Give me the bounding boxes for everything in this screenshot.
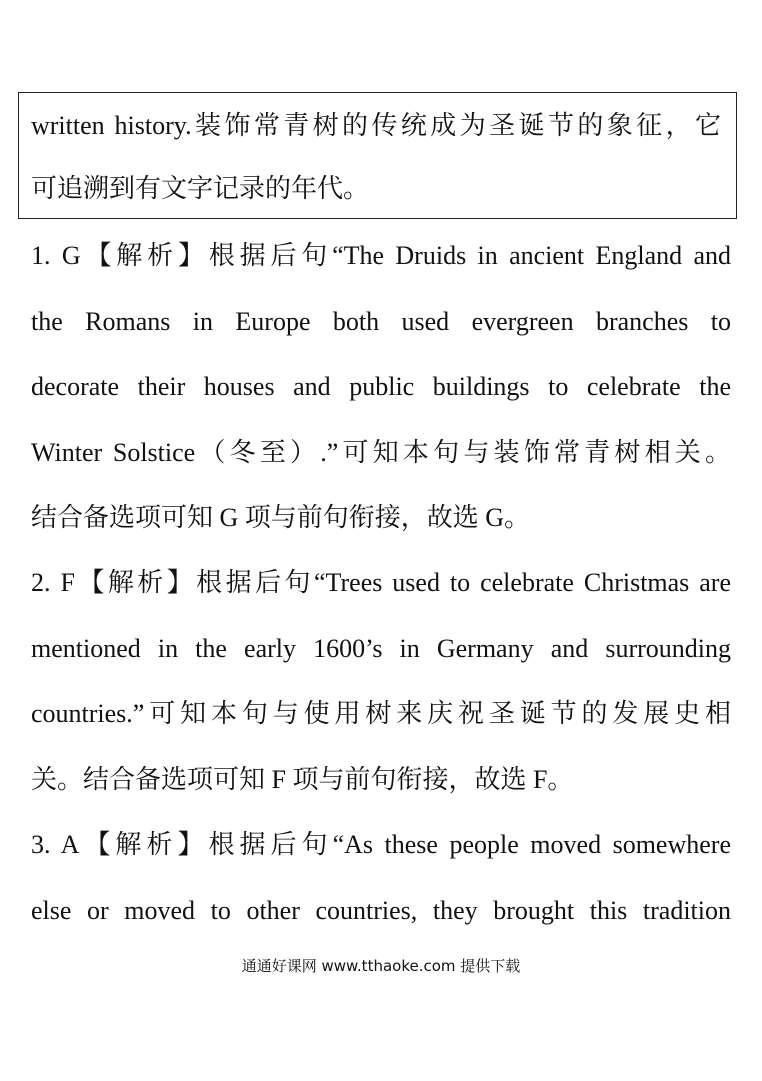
footer-watermark: 通通好课网 www.tthaoke.com 提供下载	[241, 957, 521, 975]
box-line-2: 可追溯到有文字记录的年代。	[31, 174, 370, 203]
answer-1-line-4: Winter Solstice（冬至）.”可知本句与装饰常青树相关。	[31, 438, 731, 467]
answer-2-line-4: 关。结合备选项可知 F 项与前句衔接，故选 F。	[31, 765, 574, 794]
answer-1-line-5: 结合备选项可知 G 项与前句衔接，故选 G。	[31, 503, 531, 532]
answer-1-line-3: decorate their houses and public buildings to celebrate the	[31, 372, 731, 401]
answer-3-line-2: else or moved to other countries, they brought this tradition	[31, 896, 731, 925]
box-line-1: written history.装饰常青树的传统成为圣诞节的象征，它	[31, 111, 721, 140]
answer-2-line-2: mentioned in the early 1600’s in Germany and surrounding	[31, 634, 731, 663]
answer-1-line-2: the Romans in Europe both used evergreen branches to	[31, 307, 731, 336]
answer-1-line-1: 1. G【解析】根据后句“The Druids in ancient England and	[31, 241, 731, 270]
answer-2-line-1: 2. F【解析】根据后句“Trees used to celebrate Christmas are	[31, 568, 731, 597]
answer-3-line-1: 3. A【解析】根据后句“As these people moved somewhere	[31, 830, 731, 859]
answer-2-line-3: countries.”可知本句与使用树来庆祝圣诞节的发展史相	[31, 699, 731, 728]
